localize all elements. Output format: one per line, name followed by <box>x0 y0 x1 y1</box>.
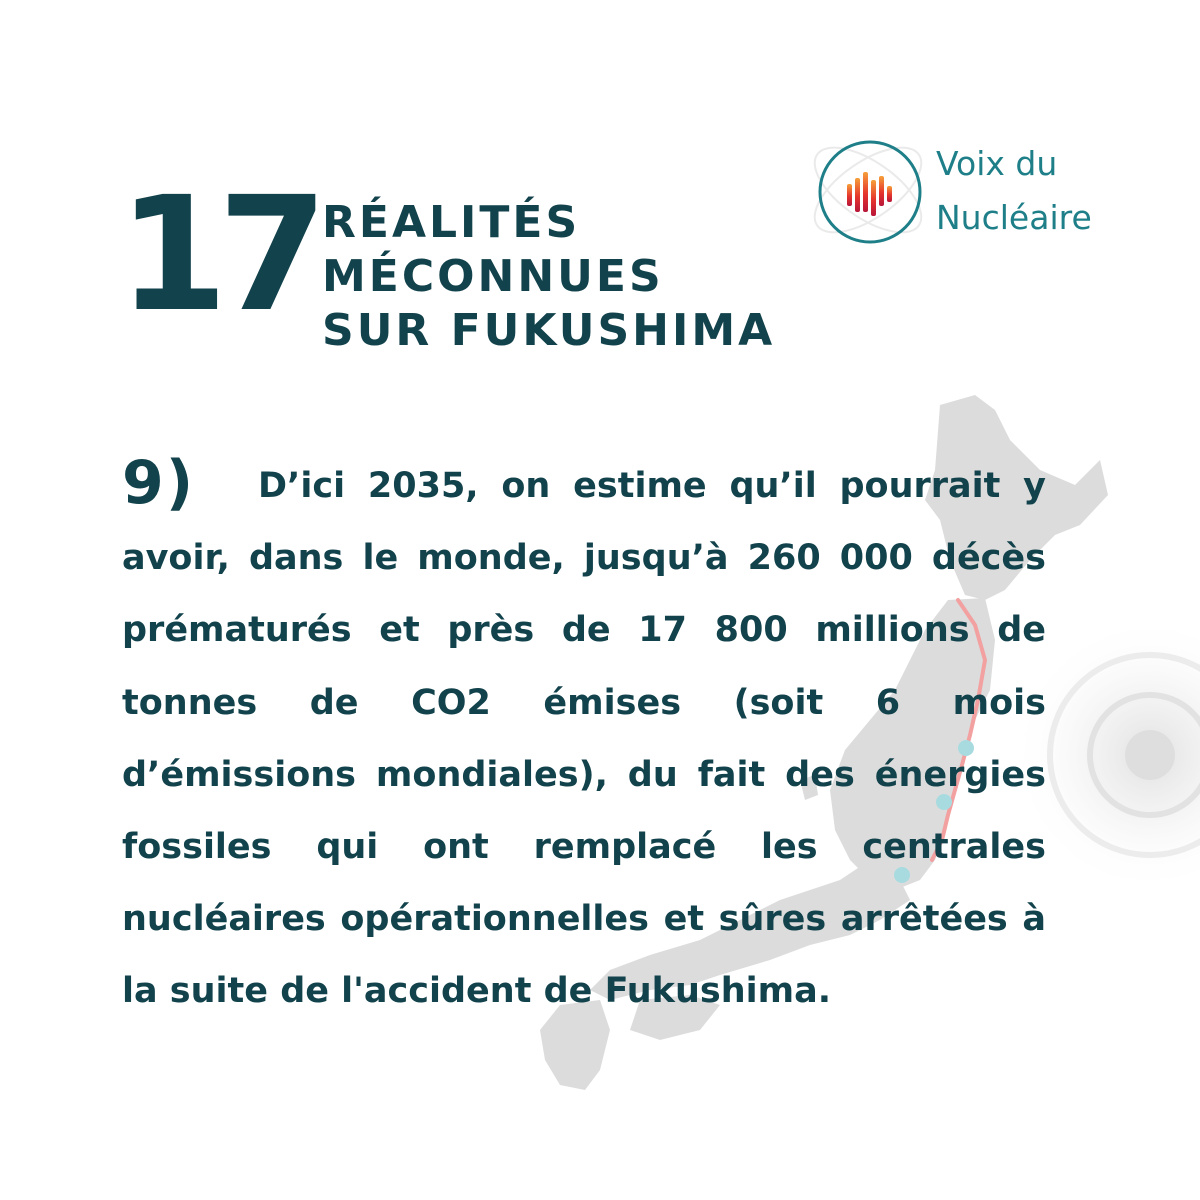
headline-line-2: MÉCONNUES <box>322 251 664 302</box>
item-text: D’ici 2035, on estime qu’il pourrait y avoir, dans le monde, jusqu’à 260 000 décès prématurés et près de 17 800 millions de tonnes de CO2 émises (soit 6 mois d’émissions mondiales), du fait des énergies fossiles qui ont remplacé les centrales nucléaires opérationnelles et sûres arrêtées à la suite de l'accident de Fukushima. <box>122 466 1046 1012</box>
headline-title <box>322 196 775 358</box>
nuclear-orbit-bars-icon <box>798 118 938 268</box>
brand-logo <box>798 118 1128 268</box>
headline-line-3: SUR FUKUSHIMA <box>322 305 776 356</box>
logo-text-line-1: Voix du <box>936 144 1058 183</box>
headline-line-1: RÉALITÉS <box>322 197 581 248</box>
logo-text-line-2: Nucléaire <box>936 198 1092 237</box>
item-number: 9) <box>122 448 196 518</box>
headline-number: 17 <box>118 163 318 347</box>
